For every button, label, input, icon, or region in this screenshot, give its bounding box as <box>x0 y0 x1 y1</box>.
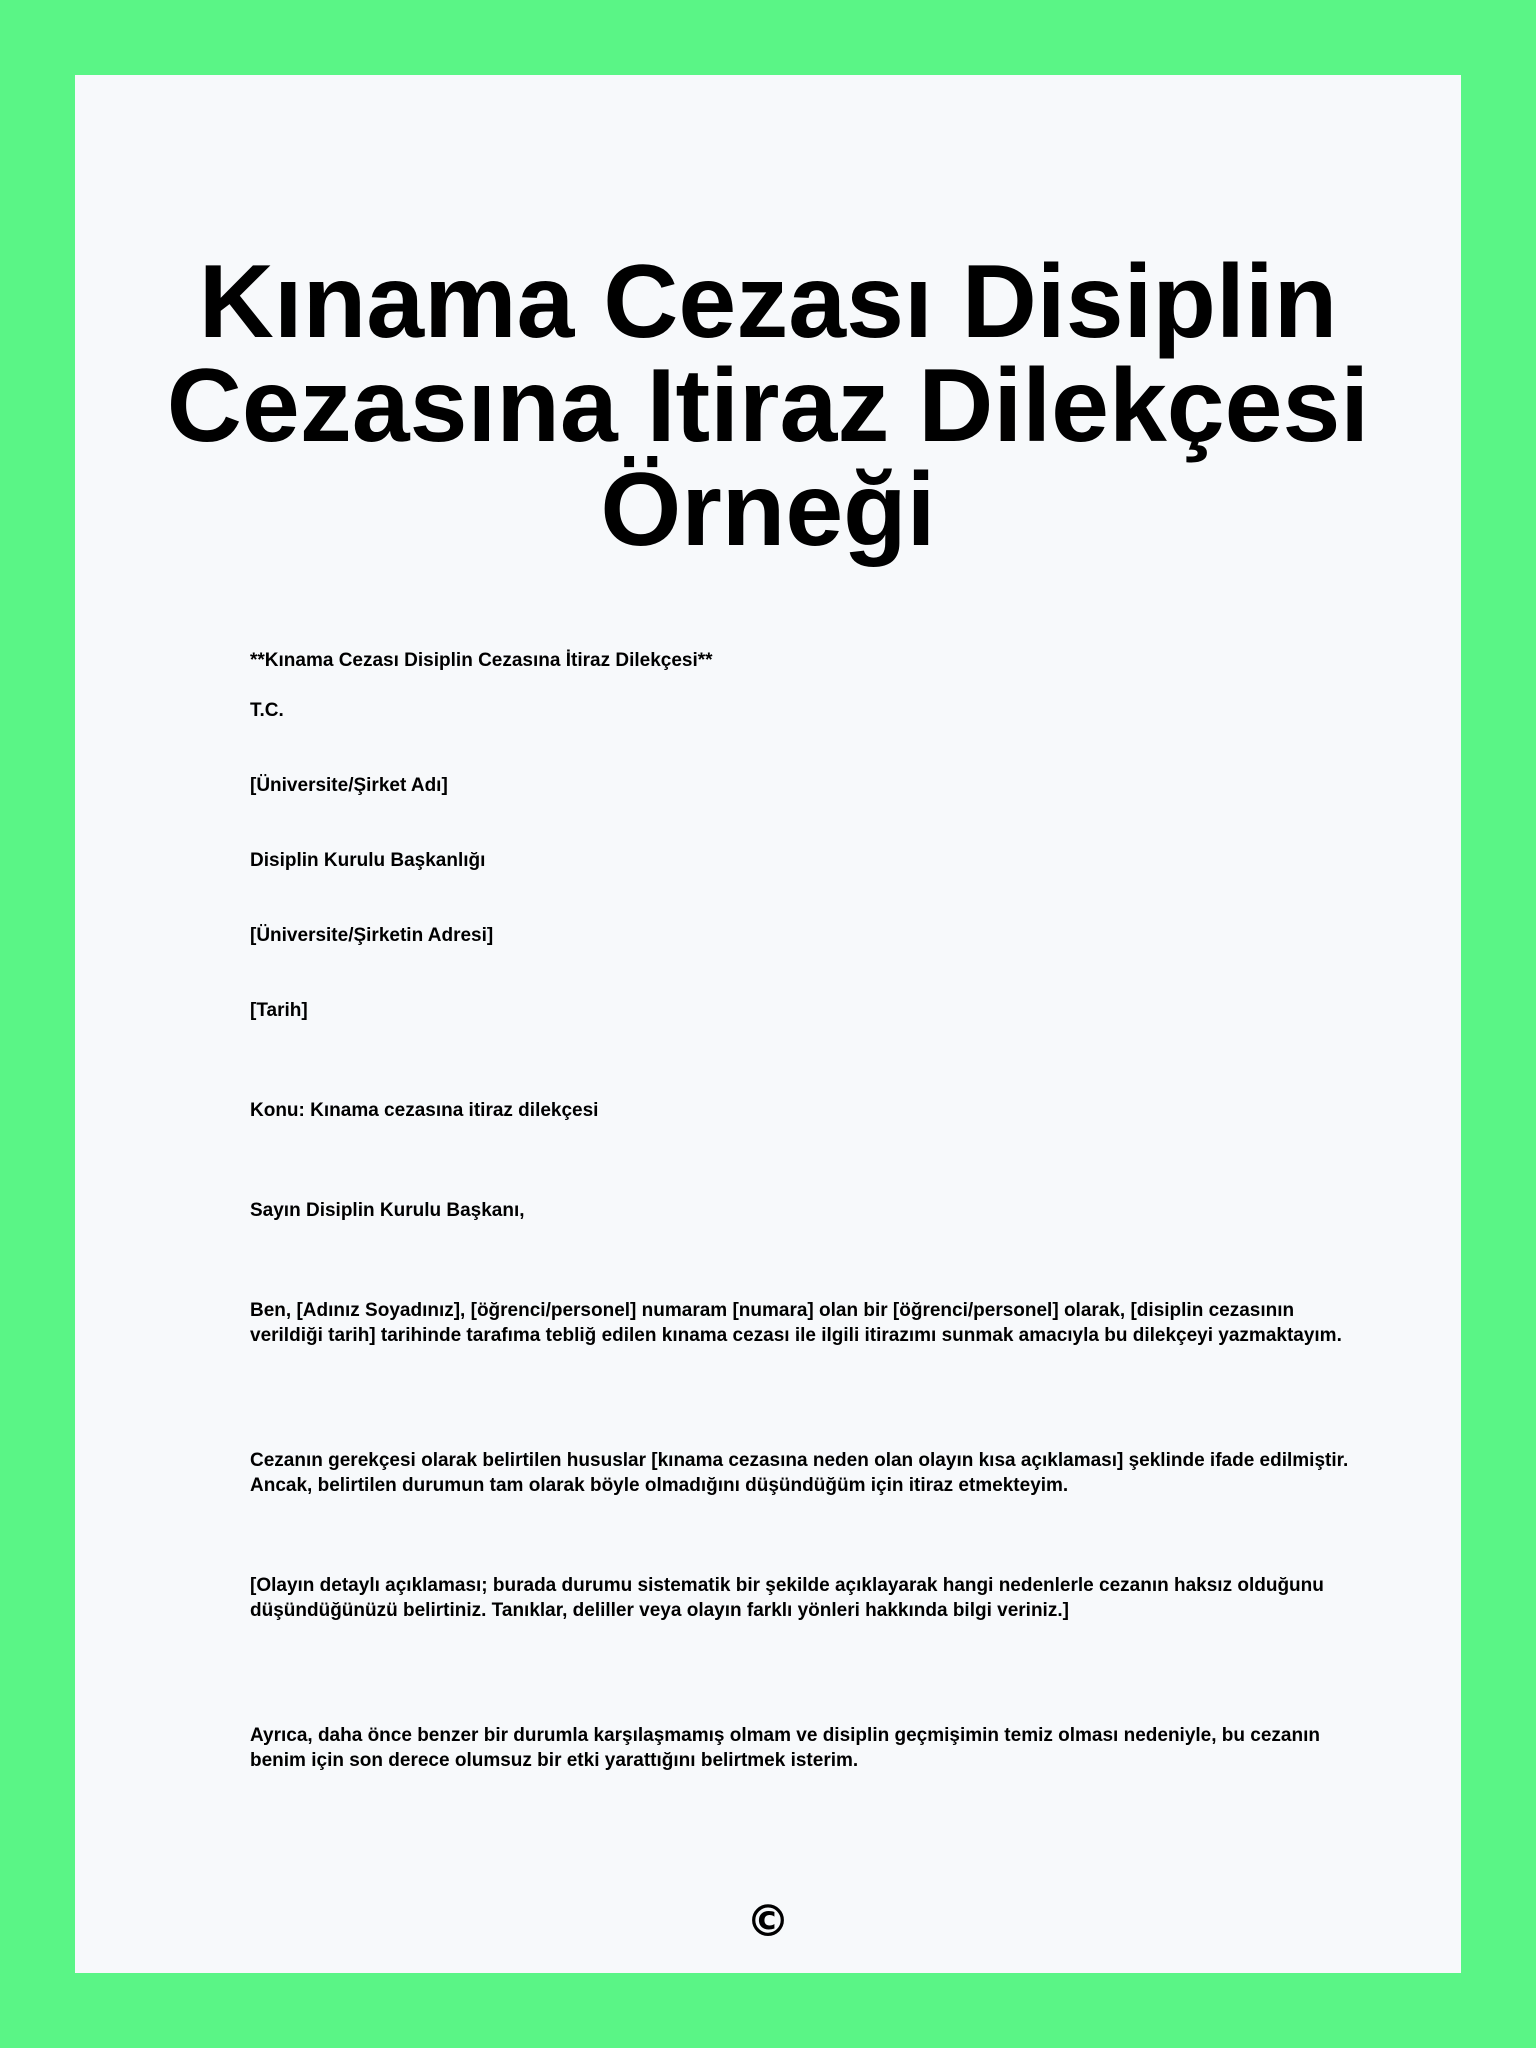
subject-line: Konu: Kınama cezasına itiraz dilekçesi <box>250 1100 599 1121</box>
salutation: Sayın Disiplin Kurulu Başkanı, <box>250 1200 525 1221</box>
page-title <box>75 244 1461 568</box>
title-line-2: Cezasına Itiraz Dilekçesi <box>166 348 1370 464</box>
document-page <box>75 75 1461 1973</box>
recipient-date: [Tarih] <box>250 1000 308 1021</box>
document-heading: **Kınama Cezası Disiplin Cezasına İtiraz Dilekçesi** <box>250 650 713 671</box>
paragraph-4: Ayrıca, daha önce benzer bir durumla karşılaşmamış olmam ve disiplin geçmişimin temiz olması nedeniyle, bu cezanın benim için son derece olumsuz bir etki yarattığını belirtmek isterim. <box>250 1725 1320 1771</box>
recipient-address: [Üniversite/Şirketin Adresi] <box>250 925 494 946</box>
title-line-3: Örneği <box>600 452 936 568</box>
recipient-department: Disiplin Kurulu Başkanlığı <box>250 850 486 871</box>
title-line-1: Kınama Cezası Disiplin <box>198 244 1338 360</box>
paragraph-3: [Olayın detaylı açıklaması; burada durumu sistematik bir şekilde açıklayarak hangi nedenlerle cezanın haksız olduğunu düşündüğünüzü belirtiniz. Tanıklar, deliller veya olayın farklı yönleri hakkında bilgi veriniz.] <box>250 1575 1324 1621</box>
paragraph-1: Ben, [Adınız Soyadınız], [öğrenci/personel] numaram [numara] olan bir [öğrenci/personel] olarak, [disiplin cezasının verildiği tarih] tarihinde tarafıma tebliğ edilen kınama cezası ile ilgili itirazımı sunmak amacıyla bu dilekçeyi yazmaktayım. <box>250 1300 1342 1346</box>
paragraph-2: Cezanın gerekçesi olarak belirtilen hususlar [kınama cezasına neden olan olayın kısa açıklaması] şeklinde ifade edilmiştir. Ancak, belirtilen durumun tam olarak böyle olmadığını düşündüğüm için itiraz etmekteyim. <box>250 1450 1349 1496</box>
recipient-institution: [Üniversite/Şirket Adı] <box>250 775 448 796</box>
copyright-icon: © <box>746 1896 790 1947</box>
recipient-tc: T.C. <box>250 700 284 721</box>
